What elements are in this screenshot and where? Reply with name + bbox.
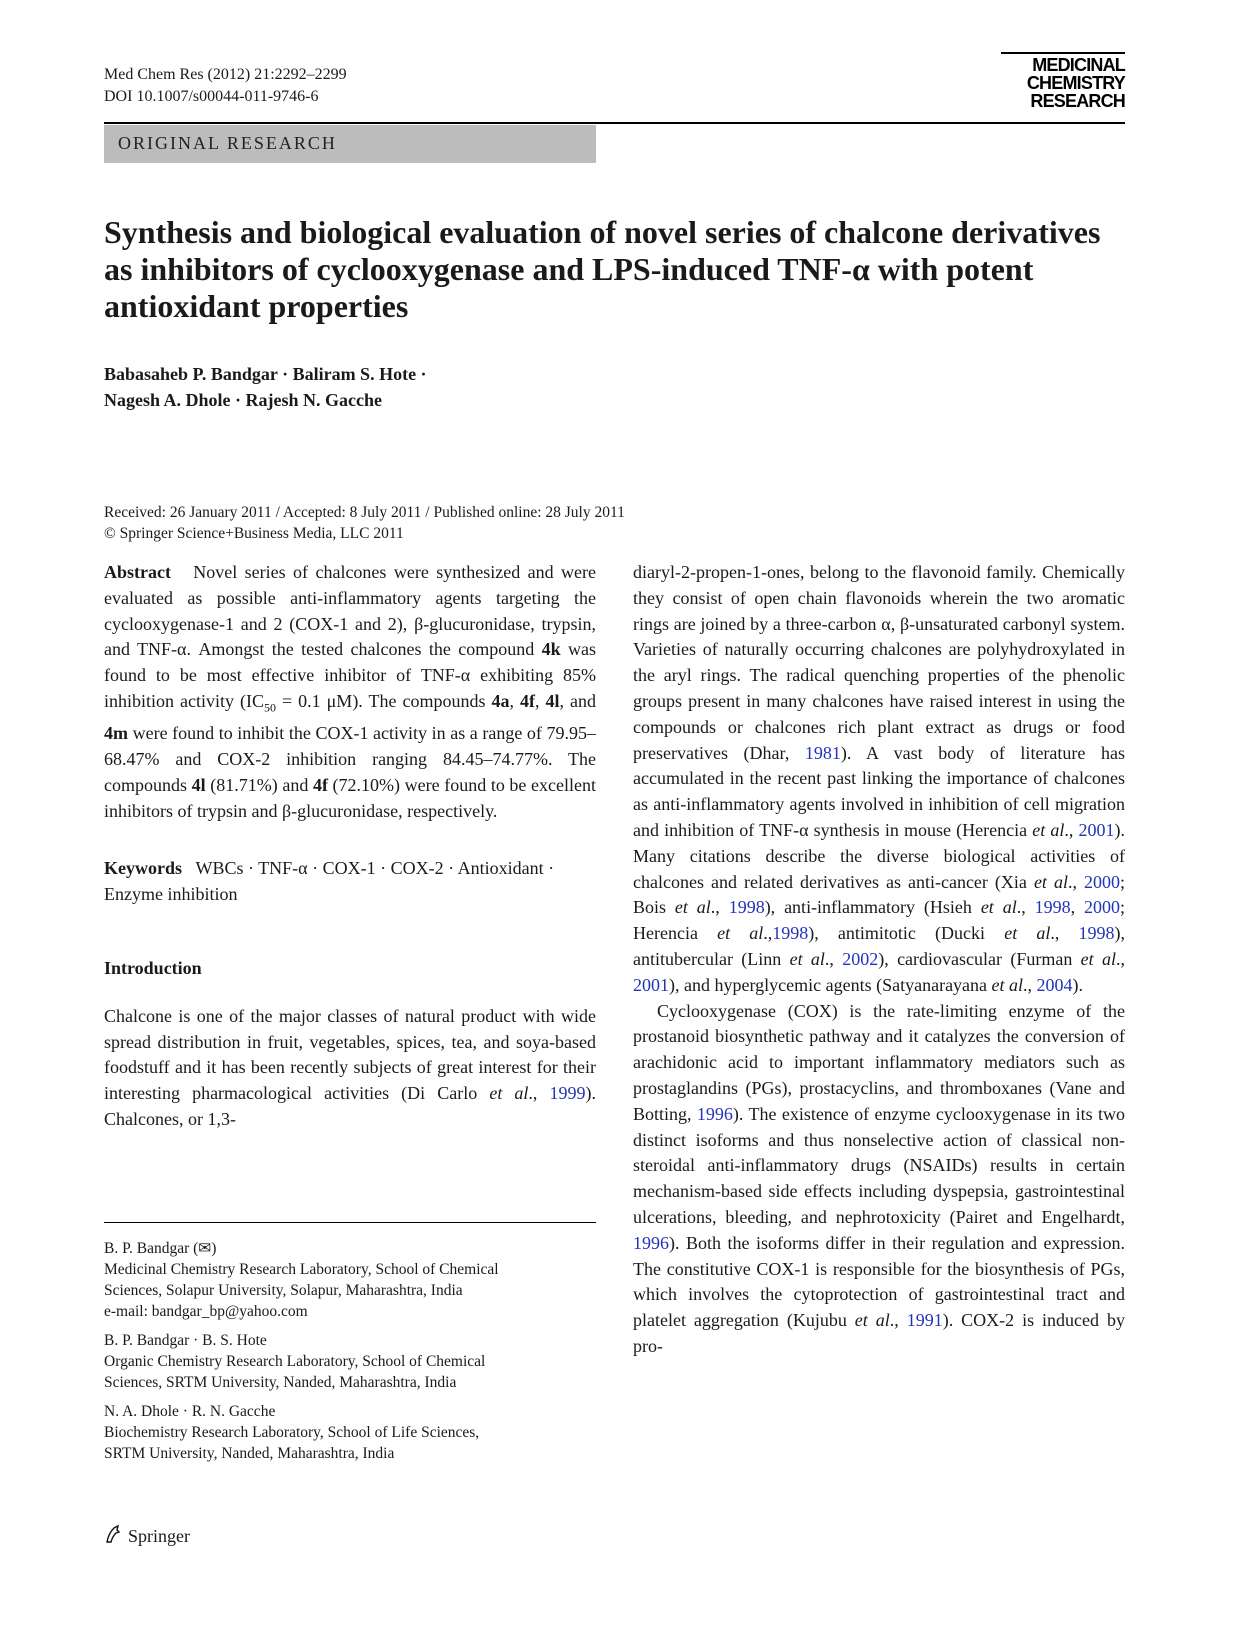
springer-horse-icon [104, 1524, 122, 1549]
keywords-label: Keywords [104, 858, 182, 878]
history-line: Received: 26 January 2011 / Accepted: 8 July 2011 / Published online: 28 July 2011 [104, 504, 625, 521]
citation-link[interactable]: 2004 [1036, 974, 1073, 995]
section-banner [104, 125, 596, 163]
logo-line-3: RESEARCH [1030, 91, 1125, 111]
introduction: Introduction Chalcone is one of the major classes of natural product with wide spread distribution in fruit, vegetables, spices, tea, and soya-based foodstuff and it has been recently subjects of great interest for their interesting pharmacological activities (Di Carlo et al., 1999). Chalcones, or 1,3- [104, 958, 597, 1129]
publisher-footer [104, 1524, 190, 1549]
citation-link[interactable]: 1998 [772, 923, 809, 944]
compound-ref: 4k [541, 639, 561, 660]
citation-link[interactable]: 2000 [1083, 871, 1120, 892]
author-line-2: Nagesh A. Dhole · Rajesh N. Gacche [104, 390, 382, 410]
journal-citation [104, 64, 347, 108]
citation-link[interactable]: 1991 [906, 1310, 943, 1331]
affiliation-3: N. A. Dhole · R. N. Gacche Biochemistry Research Laboratory, School of Life Sciences, SRTM University, Nanded, Maharashtra, India [104, 1403, 480, 1462]
citation-link[interactable]: 1998 [728, 897, 765, 918]
section-heading-introduction: Introduction [104, 958, 202, 978]
author-line-1: Babasaheb P. Bandgar · Baliram S. Hote · [104, 364, 427, 384]
citation-link[interactable]: 1998 [1078, 923, 1115, 944]
logo-line-2: CHEMISTRY [1026, 73, 1125, 93]
keywords-text: WBCs · TNF-α · COX-1 · COX-2 · Antioxidant · Enzyme inhibition [104, 858, 555, 904]
citation-link[interactable]: 1998 [1034, 897, 1071, 918]
citation-link[interactable]: 2001 [633, 974, 669, 995]
affiliation-2: B. P. Bandgar · B. S. Hote Organic Chemistry Research Laboratory, School of Chemical Sciences, SRTM University, Nanded, Maharashtra, India [104, 1332, 486, 1391]
publication-dates [104, 502, 1004, 544]
copyright-line: © Springer Science+Business Media, LLC 2011 [104, 525, 404, 542]
keywords [104, 856, 596, 908]
citation-link[interactable]: 2001 [1078, 819, 1115, 840]
abstract: Abstract Novel series of chalcones were synthesized and were evaluated as possible anti-inflammatory agents targeting the cyclooxygenase-1 and 2 (COX-1 and 2), β-glucuronidase, trypsin, and TNF-α. Amongst the tested chalcones the compound 4k was found to be most effective inhibitor of TNF-α exhibiting 85% inhibition activity ($IC_{50} = 0.1$ μM). The compounds 4a, 4f, 4l, and 4m were found to inhibit the COX-1 activity in as a range of 79.95–68.47% and COX-2 inhibition ranging 84.45–74.77%. The compounds 4l (81.71%) and 4f (72.10%) were found to be excellent inhibitors of trypsin and β-glucuronidase, respectively. [104, 562, 597, 821]
author-list [104, 361, 904, 413]
header-rule [104, 122, 1125, 124]
citation-link[interactable]: 2002 [842, 948, 879, 969]
citation-link[interactable]: 1996 [696, 1103, 733, 1124]
publisher-name: Springer [128, 1526, 190, 1546]
abstract-label: Abstract [104, 562, 171, 582]
journal-logo [1001, 52, 1125, 110]
footnote-rule [104, 1222, 596, 1223]
affiliation-1: B. P. Bandgar (✉) Medicinal Chemistry Research Laboratory, School of Chemical Sciences, Solapur University, Solapur, Maharashtra, India e-mail: bandgar_bp@yahoo.com [104, 1238, 596, 1322]
logo-line-1: MEDICINAL [1032, 55, 1125, 75]
author-email: e-mail: bandgar_bp@yahoo.com [104, 1303, 308, 1320]
citation-link[interactable]: 1996 [633, 1232, 669, 1253]
body-right-column: diaryl-2-propen-1-ones, belong to the flavonoid family. Chemically they consist of open chain flavonoids wherein the two aromatic rings are joined by a three-carbon α, β-unsaturated carbonyl system. Varieties of naturally occurring chalcones are polyhydroxylated in the aryl rings. The radical quenching properties of the phenolic groups present in many chalcones have raised interest in using the compounds or chalcones rich plant extract as drugs or food preservatives (Dhar, 1981). A vast body of literature has accumulated in the recent past linking the importance of chalcones as anti-inflammatory agents involved in inhibition of cell migration and inhibition of TNF-α synthesis in mouse (Herencia et al., 2001). Many citations describe the diverse biological activities of chalcones and related derivatives as anti-cancer (Xia et al., 2000; Bois et al., 1998), anti-inflammatory (Hsieh et al., 1998, 2000; Herencia et al.,1998), antimitotic (Ducki et al., 1998), antitubercular (Linn et al., 2002), cardiovascular (Furman et al., 2001), and hyperglycemic agents (Satyanarayana et al., 2004). Cyclooxygenase (COX) is the rate-limiting enzyme of the prostanoid biosynthetic pathway and it catalyzes the conversion of arachidonic acid to important inflammatory mediators such as prostaglandins (PGs), prostacyclins, and thromboxanes (Vane and Botting, 1996). The existence of enzyme cyclooxygenase in its two distinct isoforms and thus nonselective action of classical non-steroidal anti-inflammatory drugs (NSAIDs) results in certain mechanism-based side effects including dyspepsia, gastrointestinal ulcerations, bleeding, and nephrotoxicity (Pairet and Engelhardt, 1996). Both the isoforms differ in their regulation and expression. The constitutive COX-1 is responsible for the biosynthesis of PGs, which involves the cytoprotection of gastrointestinal tract and platelet aggregation (Kujubu et al., 1991). COX-2 is induced by pro- [633, 562, 1126, 1356]
doi-line: DOI 10.1007/s00044-011-9746-6 [104, 88, 319, 105]
section-label: ORIGINAL RESEARCH [118, 133, 337, 153]
journal-line: Med Chem Res (2012) 21:2292–2299 [104, 66, 347, 83]
citation-link[interactable]: 1999 [549, 1083, 586, 1104]
citation-link[interactable]: 1981 [804, 742, 841, 763]
article-title: Synthesis and biological evaluation of novel series of chalcone derivatives as inhibitors of cyclooxygenase and LPS-induced TNF-α with potent antioxidant properties [104, 214, 1101, 324]
citation-link[interactable]: 2000 [1083, 897, 1120, 918]
